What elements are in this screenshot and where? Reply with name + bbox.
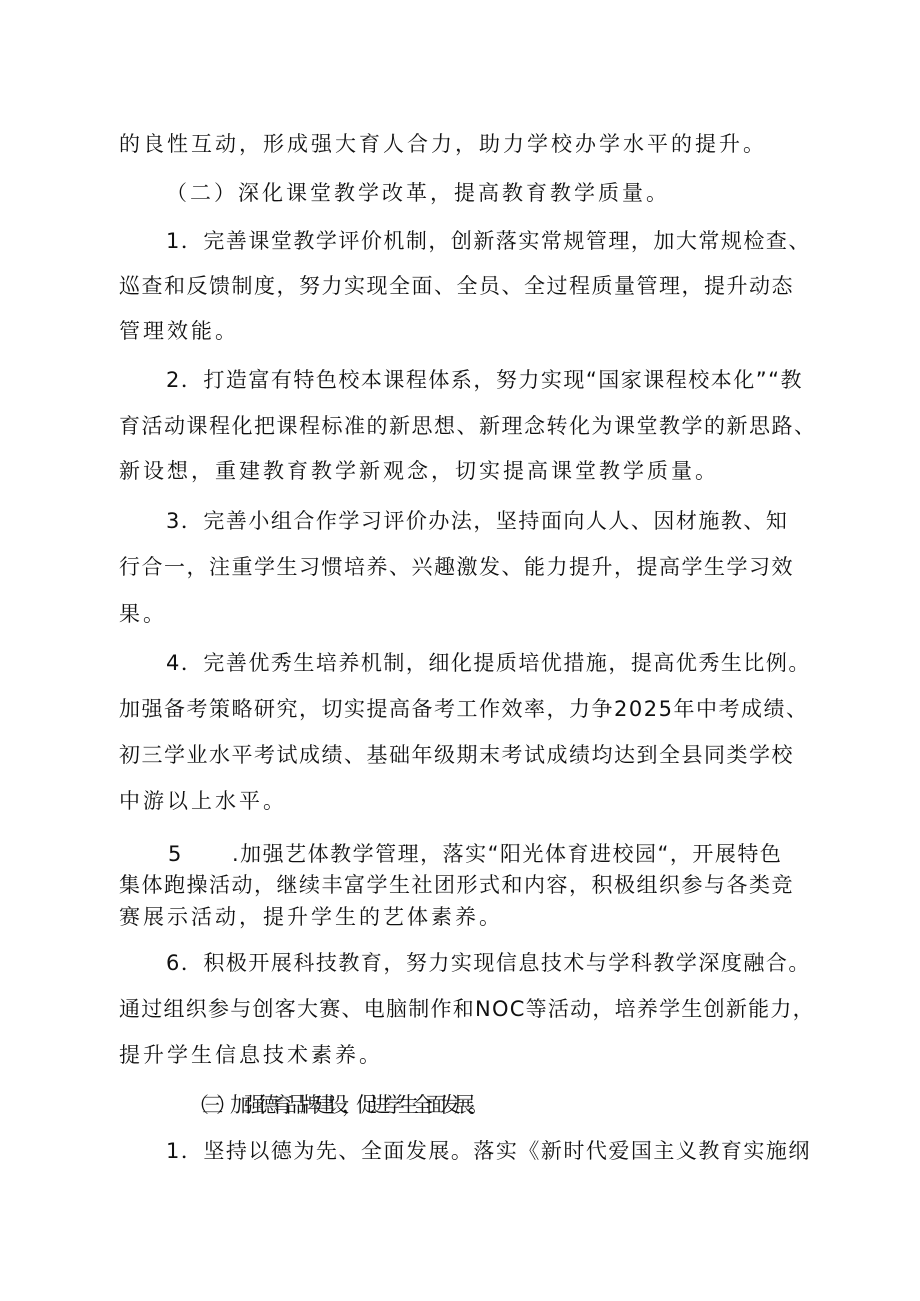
list-number: 5 (168, 842, 182, 866)
paragraph-line: 初三学业水平考试成绩、基础年级期末考试成绩均达到全县同类学校 (119, 743, 794, 767)
paragraph-line: 通过组织参与创客大赛、电脑制作和NOC等活动，培养学生创新能力， (119, 997, 815, 1021)
paragraph-line: 中游以上水平。 (119, 789, 287, 813)
paragraph-line: 1．坚持以德为先、全面发展。落实《新时代爱国主义教育实施纲 (166, 1139, 811, 1163)
section-heading: （二）深化课堂教学改革，提高教育教学质量。 (166, 181, 670, 205)
paragraph-line: 新设想，重建教育教学新观念，切实提高课堂教学质量。 (119, 459, 719, 483)
paragraph-line: .加强艺体教学管理，落实“阳光体育进校园“，开展特色 (232, 842, 783, 866)
paragraph-line: 集体跑操活动，继续丰富学生社团形式和内容，积极组织参与各类竞 (119, 873, 794, 897)
paragraph-line: 2．打造富有特色校本课程体系，努力实现“国家课程校本化”“教 (166, 368, 803, 392)
section-heading: （三）加强德育品牌建设，促进学生全面发展。 (188, 1093, 482, 1117)
paragraph-line: 巡查和反馈制度，努力实现全面、全员、全过程质量管理，提升动态 (119, 274, 794, 298)
paragraph-line: 1．完善课堂教学评价机制，创新落实常规管理，加大常规检查、 (166, 229, 811, 253)
paragraph-line: 果。 (119, 602, 167, 626)
paragraph-line: 的良性互动，形成强大育人合力，助力学校办学水平的提升。 (119, 132, 767, 156)
paragraph-line: 6．积极开展科技教育，努力实现信息技术与学科教学深度融合。 (166, 951, 811, 975)
paragraph-line: 加强备考策略研究，切实提高备考工作效率，力争2025年中考成绩、 (119, 697, 809, 721)
paragraph-line: 3．完善小组合作学习评价办法，坚持面向人人、因材施教、知 (166, 509, 789, 533)
paragraph-line: 管理效能。 (119, 319, 239, 343)
paragraph-line: 育活动课程化把课程标准的新思想、新理念转化为课堂教学的新思路、 (119, 414, 817, 438)
paragraph-line: 提升学生信息技术素养。 (119, 1043, 383, 1067)
paragraph-line: 4．完善优秀生培养机制，细化提质培优措施，提高优秀生比例。 (166, 651, 811, 675)
paragraph-line: 赛展示活动，提升学生的艺体素养。 (119, 905, 503, 929)
paragraph-line: 行合一，注重学生习惯培养、兴趣激发、能力提升，提高学生学习效 (119, 555, 794, 579)
